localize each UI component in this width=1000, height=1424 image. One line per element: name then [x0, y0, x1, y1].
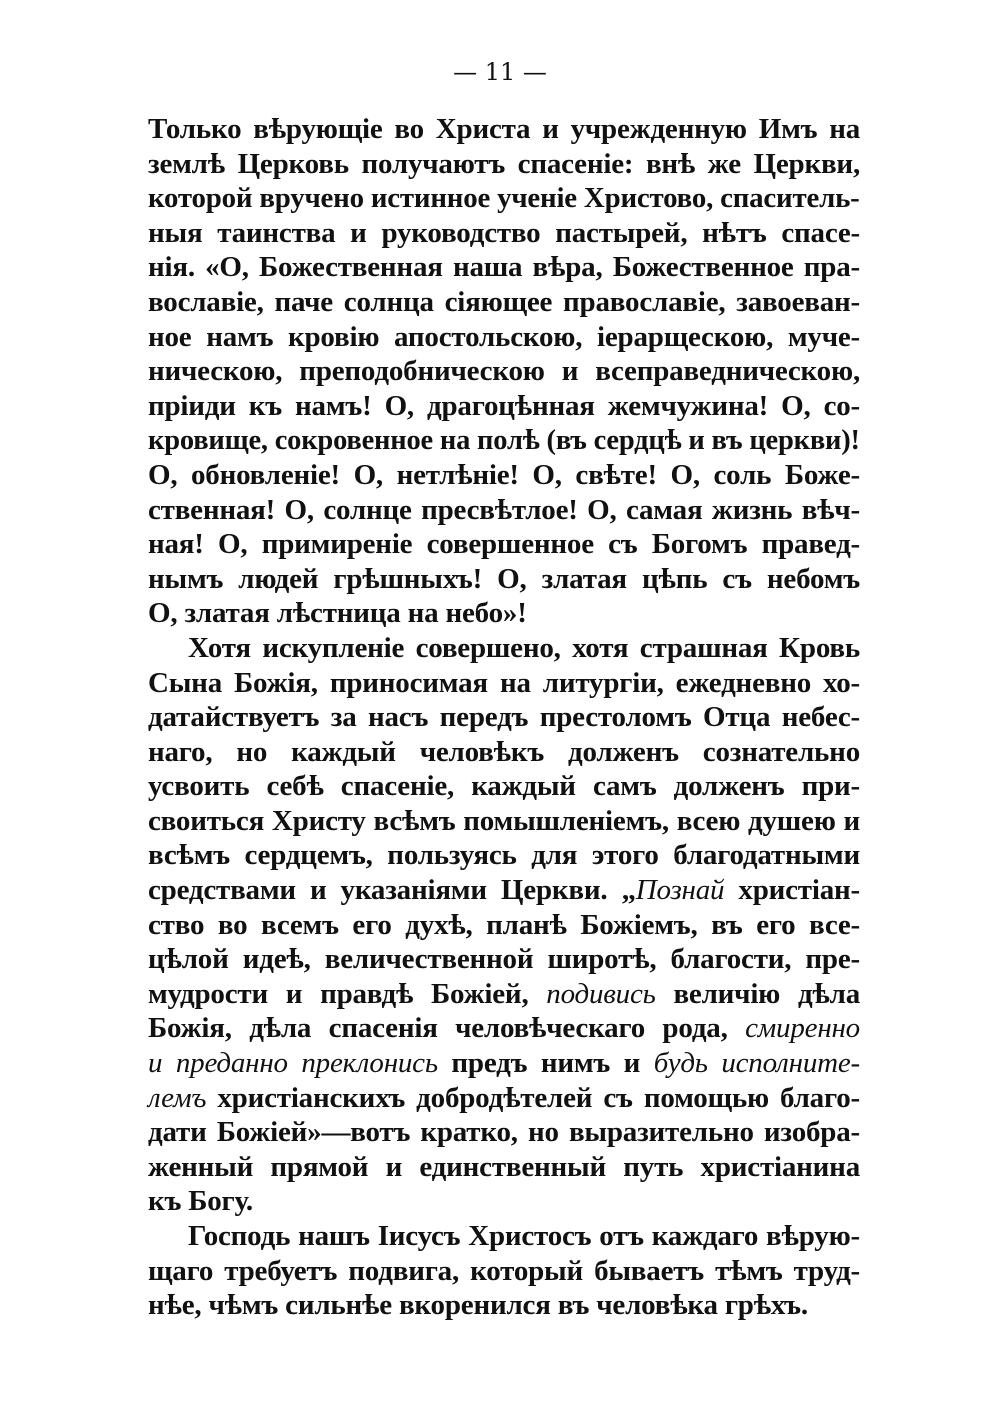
text-line: [148, 1081, 860, 1116]
text-line: [148, 838, 860, 873]
text-span: величію дѣла: [655, 977, 860, 1010]
text-line: [148, 942, 860, 977]
text-span: ная! О, примиреніе совершенное съ Богомъ правед-: [148, 528, 860, 561]
italic-span: будь исполните-: [653, 1047, 860, 1080]
text-line: [148, 735, 860, 770]
text-span: пріиди къ намъ! О, драгоцѣнная жемчужина! О, со-: [148, 389, 860, 422]
italic-span: и преданно преклонись: [148, 1047, 438, 1080]
text-span: предъ нимъ и: [437, 1047, 654, 1080]
text-span: средствами и указаніями Церкви. „: [148, 874, 636, 907]
text-line: [148, 1184, 860, 1219]
italic-span: подивись: [546, 977, 656, 1010]
text-span: Господь нашъ Іисусъ Христосъ отъ каждаго вѣрую-: [188, 1220, 860, 1252]
paragraph: [148, 112, 860, 631]
page-number: — 11 —: [453, 58, 547, 86]
text-line: [148, 631, 860, 666]
text-line: [148, 1046, 860, 1081]
text-line: [148, 216, 860, 251]
text-line: [148, 250, 860, 285]
text-span: нѣе, чѣмъ сильнѣе вкоренился въ человѣка грѣхъ.: [148, 1289, 808, 1322]
text-line: [148, 1011, 860, 1046]
body-text: [148, 112, 860, 1323]
text-line: [148, 562, 860, 597]
text-span: усвоить себѣ спасеніе, каждый самъ долженъ при-: [148, 770, 860, 803]
text-line: [148, 285, 860, 320]
text-span: ныя таинства и руководство пастырей, нѣтъ спасе-: [148, 216, 860, 249]
text-span: Сына Божія, приносимая на литургіи, ежедневно хо-: [148, 666, 860, 699]
text-span: ническою, преподобническою и всеправедническою,: [148, 355, 860, 388]
text-span: Только вѣрующіе во Христа и учрежденную Имъ на: [148, 113, 860, 145]
text-line: [148, 1254, 860, 1289]
text-line: [148, 1219, 860, 1254]
text-span: Хотя искупленіе совершено, хотя страшная Кровь: [188, 631, 860, 664]
text-span: христіан-: [724, 874, 860, 907]
text-span: нія. «О, Божественная наша вѣра, Божественное пра-: [148, 251, 860, 284]
text-line: [148, 1150, 860, 1185]
text-span: О, златая лѣстница на небо»!: [148, 597, 527, 630]
text-span: дати Божіей»—вотъ кратко, но выразительно изобра-: [148, 1116, 860, 1149]
text-span: христіанскихъ добродѣтелей съ помощью благо-: [206, 1081, 860, 1114]
text-line: [148, 1115, 860, 1150]
text-line: [148, 389, 860, 424]
text-span: наго, но каждый человѣкъ долженъ сознательно: [148, 735, 860, 768]
paragraph: [148, 1219, 860, 1323]
text-line: [148, 666, 860, 701]
text-span: щаго требуетъ подвига, который бываетъ тѣмъ труд-: [148, 1254, 860, 1287]
text-span: своиться Христу всѣмъ помышленіемъ, всею душею и: [148, 804, 860, 837]
italic-span: Познай: [635, 874, 725, 907]
text-span: ственная! О, солнце пресвѣтлое! О, самая жизнь вѣч-: [148, 493, 860, 526]
text-line: [148, 873, 860, 908]
text-line: [148, 527, 860, 562]
text-line: [148, 493, 860, 528]
text-span: кровище, сокровенное на полѣ (въ сердцѣ и въ церкви)!: [148, 424, 860, 457]
text-span: женный прямой и единственный путь христіанина: [148, 1150, 860, 1183]
text-span: вославіе, паче солнца сіяющее православіе, завоеван-: [148, 285, 860, 318]
paragraph: [148, 631, 860, 1219]
text-line: [148, 977, 860, 1012]
text-line: [148, 596, 860, 631]
text-line: [148, 181, 860, 216]
text-span: ство во всемъ его духѣ, планѣ Божіемъ, въ его все-: [148, 908, 860, 941]
text-span: О, обновленіе! О, нетлѣніе! О, свѣте! О, соль Боже-: [148, 458, 860, 491]
text-span: къ Богу.: [148, 1185, 253, 1218]
text-span: мудрости и правдѣ Божіей,: [148, 977, 547, 1010]
text-line: [148, 769, 860, 804]
text-span: Божія, дѣла спасенія человѣческаго рода,: [148, 1012, 746, 1045]
text-span: которой вручено истинное ученіе Христово, спаситель-: [148, 182, 860, 215]
text-line: [148, 147, 860, 182]
italic-span: лемъ: [148, 1081, 207, 1114]
italic-span: смиренно: [745, 1012, 860, 1045]
text-span: датайствуетъ за насъ передъ престоломъ Отца небес-: [148, 701, 860, 734]
text-line: [148, 1288, 860, 1323]
text-span: землѣ Церковь получаютъ спасеніе: внѣ же Церкви,: [148, 147, 860, 180]
text-line: [148, 908, 860, 943]
text-line: [148, 804, 860, 839]
text-line: [148, 458, 860, 493]
text-span: ное намъ кровію апостольскою, іерарщескою, муче-: [148, 320, 860, 353]
text-line: [148, 700, 860, 735]
text-span: нымъ людей грѣшныхъ! О, златая цѣпь съ небомъ: [148, 562, 860, 595]
text-line: [148, 112, 860, 147]
text-line: [148, 354, 860, 389]
text-span: всѣмъ сердцемъ, пользуясь для этого благодатными: [148, 839, 860, 872]
text-span: цѣлой идеѣ, величественной широтѣ, благости, пре-: [148, 943, 860, 976]
text-line: [148, 423, 860, 458]
text-line: [148, 320, 860, 355]
